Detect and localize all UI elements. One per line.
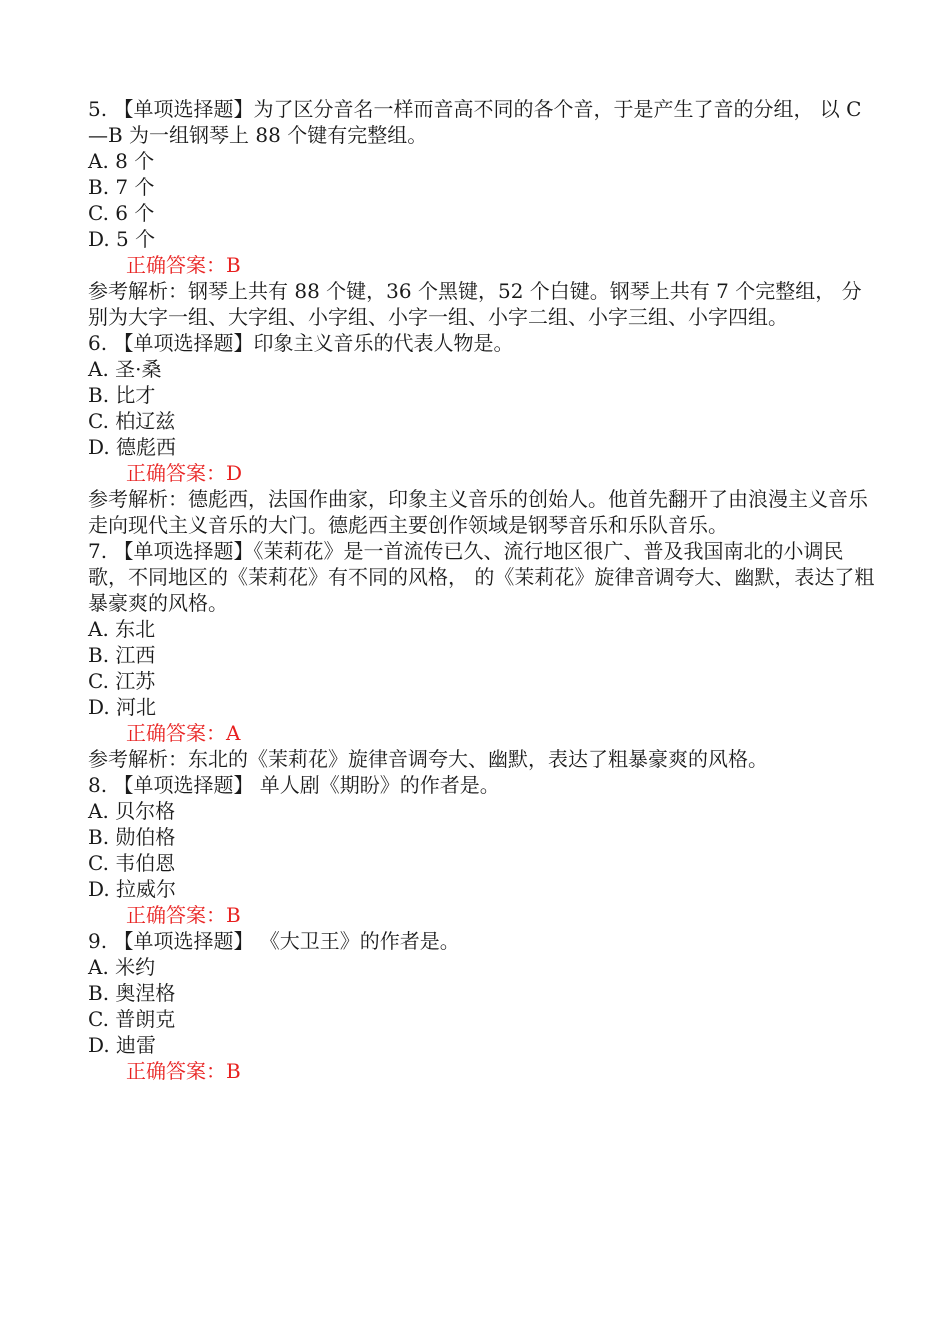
question-stem: 9. 【单项选择题】 《大卫王》的作者是。 xyxy=(88,929,460,953)
question-list xyxy=(88,96,878,1084)
correct-answer: 正确答案：B xyxy=(126,903,241,927)
option-c: C. 柏辽兹 xyxy=(88,409,176,433)
explanation: 参考解析：德彪西，法国作曲家，印象主义音乐的创始人。他首先翻开了由浪漫主义音乐走向现代主义音乐的大门。德彪西主要创作领域是钢琴音乐和乐队音乐。 xyxy=(88,487,868,537)
option-b: B. 江西 xyxy=(88,643,156,667)
explanation: 参考解析：钢琴上共有 88 个键，36 个黑键，52 个白键。钢琴上共有 7 个完整组， 分别为大字一组、大字组、小字组、小字一组、小字二组、小字三组、小字四组。 xyxy=(88,279,862,329)
correct-answer: 正确答案：D xyxy=(126,461,243,485)
question-stem: 7. 【单项选择题】《茉莉花》是一首流传已久、流行地区很广、普及我国南北的小调民歌，不同地区的《茉莉花》有不同的风格， 的《茉莉花》旋律音调夸大、幽默，表达了粗暴豪爽的风格。 xyxy=(88,539,875,615)
question-8 xyxy=(88,772,878,928)
question-5 xyxy=(88,96,878,330)
question-stem: 8. 【单项选择题】 单人剧《期盼》的作者是。 xyxy=(88,773,500,797)
option-b: B. 7 个 xyxy=(88,175,155,199)
option-c: C. 普朗克 xyxy=(88,1007,176,1031)
option-a: A. 米约 xyxy=(88,955,156,979)
option-d: D. 德彪西 xyxy=(88,435,177,459)
correct-answer: 正确答案：B xyxy=(126,1059,241,1083)
option-c: C. 韦伯恩 xyxy=(88,851,176,875)
option-a: A. 东北 xyxy=(88,617,156,641)
option-b: B. 比才 xyxy=(88,383,156,407)
question-7 xyxy=(88,538,878,772)
option-d: D. 拉威尔 xyxy=(88,877,177,901)
option-d: D. 河北 xyxy=(88,695,157,719)
question-9 xyxy=(88,928,878,1084)
option-d: D. 迪雷 xyxy=(88,1033,157,1057)
option-a: A. 8 个 xyxy=(88,149,155,173)
question-stem: 6. 【单项选择题】印象主义音乐的代表人物是。 xyxy=(88,331,514,355)
option-c: C. 6 个 xyxy=(88,201,155,225)
option-c: C. 江苏 xyxy=(88,669,156,693)
option-d: D. 5 个 xyxy=(88,227,156,251)
option-b: B. 奥涅格 xyxy=(88,981,176,1005)
question-6 xyxy=(88,330,878,538)
correct-answer: 正确答案：A xyxy=(126,721,241,745)
option-a: A. 圣·桑 xyxy=(88,357,162,381)
question-stem: 5. 【单项选择题】为了区分音名一样而音高不同的各个音，于是产生了音的分组， 以 C—B 为一组钢琴上 88 个键有完整组。 xyxy=(88,97,862,147)
correct-answer: 正确答案：B xyxy=(126,253,241,277)
option-b: B. 勋伯格 xyxy=(88,825,176,849)
explanation: 参考解析：东北的《茉莉花》旋律音调夸大、幽默，表达了粗暴豪爽的风格。 xyxy=(88,747,768,771)
option-a: A. 贝尔格 xyxy=(88,799,176,823)
